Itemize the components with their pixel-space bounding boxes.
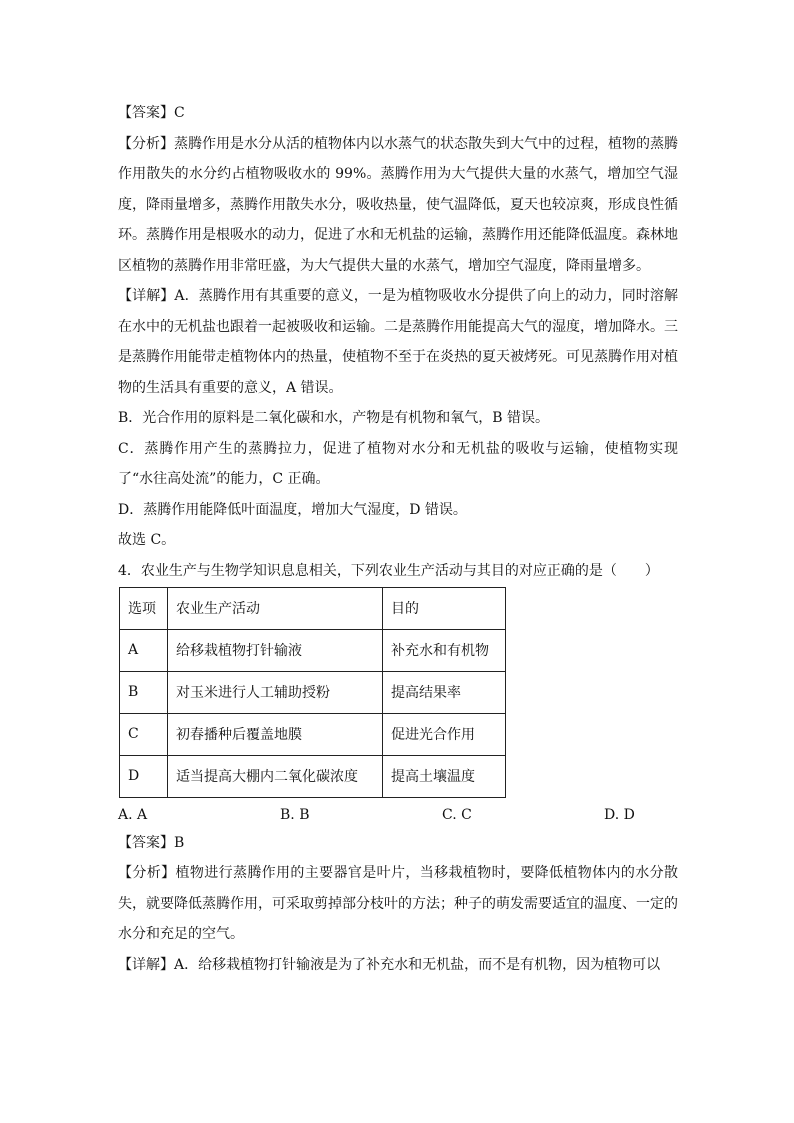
q4-choices (118, 802, 678, 828)
q3-analysis: 【分析】蒸腾作用是水分从活的植物体内以水蒸气的状态散失到大气中的过程，植物的蒸腾作用散失的水分约占植物吸收水的 99%。蒸腾作用为大气提供大量的水蒸气，增加空气湿度，降雨量增多，蒸腾作用散失水分，吸收热量，使气温降低，夏天也较凉爽，形成良性循环。蒸腾作用是根吸水的动力，促进了水和无机盐的运输，蒸腾作用还能降低温度。森林地区植物的蒸腾作用非常旺盛，为大气提供大量的水蒸气，增加空气湿度，降雨量增多。 (118, 135, 678, 274)
table-cell: 提高土壤温度 (383, 755, 506, 797)
table-row (120, 629, 506, 671)
table-cell: 提高结果率 (383, 671, 506, 713)
table-cell: A (120, 629, 168, 671)
q3-option-b-explanation: B．光合作用的原料是二氧化碳和水，产物是有机物和氧气，B 错误。 (118, 410, 550, 426)
q3-detail: 【详解】A．蒸腾作用有其重要的意义，一是为植物吸收水分提供了向上的动力，同时溶解在水中的无机盐也跟着一起被吸收和运输。二是蒸腾作用能提高大气的湿度，增加降水。三是蒸腾作用能带走植物体内的热量，使植物不至于在炎热的夏天被烤死。可见蒸腾作用对植物的生活具有重要的意义，A 错误。 (118, 288, 678, 396)
q3-conclusion: 故选 C。 (118, 532, 176, 548)
choice-c: C. C (442, 806, 472, 823)
table-cell: C (120, 713, 168, 755)
table-cell: D (120, 755, 168, 797)
q3-answer: 【答案】C (118, 105, 185, 121)
choice-b: B. B (280, 806, 310, 823)
table-cell: 初春播种后覆盖地膜 (168, 713, 383, 755)
table-cell: 给移栽植物打针输液 (168, 629, 383, 671)
table-cell: 对玉米进行人工辅助授粉 (168, 671, 383, 713)
q4-options-table (119, 587, 506, 798)
table-row (120, 671, 506, 713)
q4-detail: 【详解】A．给移栽植物打针输液是为了补充水和无机盐，而不是有机物，因为植物可以 (118, 956, 661, 973)
choice-d: D. D (604, 806, 635, 823)
q3-option-d-explanation: D．蒸腾作用能降低叶面温度，增加大气湿度，D 错误。 (118, 501, 467, 518)
table-header-cell: 农业生产活动 (168, 587, 383, 629)
table-cell: B (120, 671, 168, 713)
table-cell: 补充水和有机物 (383, 629, 506, 671)
table-header-cell: 目的 (383, 587, 506, 629)
table-header-row (120, 587, 506, 629)
table-header-cell: 选项 (120, 587, 168, 629)
table-row (120, 755, 506, 797)
q4-answer: 【答案】B (118, 834, 185, 851)
q3-option-c-explanation: C．蒸腾作用产生的蒸腾拉力，促进了植物对水分和无机盐的吸收与运输，使植物实现了“水往高处流”的能力，C 正确。 (118, 440, 678, 487)
table-cell: 促进光合作用 (383, 713, 506, 755)
q4-stem: 4．农业生产与生物学知识息息相关，下列农业生产活动与其目的对应正确的是（ ） (118, 562, 659, 579)
q4-analysis: 【分析】植物进行蒸腾作用的主要器官是叶片，当移栽植物时，要降低植物体内的水分散失，就要降低蒸腾作用，可采取剪掉部分枝叶的方法；种子的萌发需要适宜的温度、一定的水分和充足的空气。 (118, 865, 678, 942)
choice-a: A. A (118, 806, 148, 823)
table-cell: 适当提高大棚内二氧化碳浓度 (168, 755, 383, 797)
table-row (120, 713, 506, 755)
document-page (118, 98, 678, 980)
